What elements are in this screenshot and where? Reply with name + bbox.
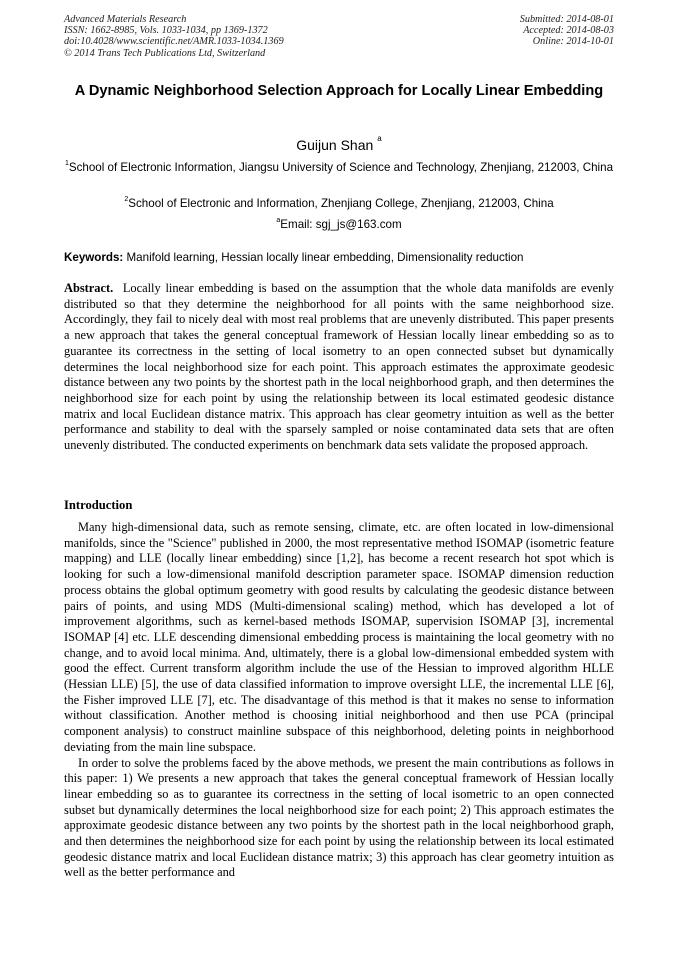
keywords-text: Manifold learning, Hessian locally linear embedding, Dimensionality reduction bbox=[126, 251, 524, 264]
affiliation-1-text: School of Electronic Information, Jiangsu University of Science and Technology, Zhenjiang, 212003, China bbox=[68, 161, 614, 174]
keywords bbox=[64, 250, 614, 266]
intro-paragraph-1: Many high-dimensional data, such as remote sensing, climate, etc. are often located in low-dimensional manifolds, since the "Science" published in 2000, the most representative method ISOMAP (isometric feature mapping) and LLE (locally linear embedding) since [1,2], has become a recent research hot spot which is looking for such a low-dimensional manifold description parameter space. ISOMAP dimension reduction process obtains the global optimum geometry with good results by calculating the geodesic distance between pairs of points, and using MDS (Multi-dimensional scaling) method, which has developed a lot of improvement algorithms, such as kernel-based methods ISOMAP, supervision ISOMAP [3], incremental ISOMAP [4] etc. LLE descending dimensional embedding process is maintaining the local geometry with no change, and to avoid local minima. And, ultimately, there is a global low-dimensional embedded system with good the effect. Current transform algorithm include the use of the Hessian to improved algorithm HLLE (Hessian LLE) [5], the use of data classified information to improve oversight LLE, the incremental LLE [6], the Fisher improved LLE [7], etc. The disadvantage of this method is that it makes no sense to information without classification. Another method is choosing initial neighborhood and then use PCA (principal component analysis) to construct mainline subspace of this neighborhood, deleting points in neighborhood deviating from the main line subspace. bbox=[64, 520, 614, 754]
author-name: Guijun Shan bbox=[296, 137, 374, 153]
submitted-date: Submitted: 2014-08-01 bbox=[519, 14, 614, 25]
affiliation-2 bbox=[64, 192, 614, 212]
introduction-body bbox=[64, 520, 614, 881]
affiliation-2-text: School of Electronic and Information, Zhenjiang College, Zhenjiang, 212003, China bbox=[128, 197, 554, 210]
journal-name: Advanced Materials Research bbox=[64, 14, 187, 25]
affiliation-2-marker: 2 bbox=[124, 196, 129, 203]
copyright-line: © 2014 Trans Tech Publications Ltd, Switzerland bbox=[64, 47, 266, 59]
journal-header-left bbox=[64, 14, 284, 59]
affiliation-1-marker: 1 bbox=[64, 160, 69, 167]
keywords-label: Keywords: bbox=[64, 251, 124, 264]
journal-header-right bbox=[520, 14, 614, 48]
intro-paragraph-2: In order to solve the problems faced by the above methods, we present the main contributions as follows in this paper: 1) We presents a new approach that takes the general conceptual framework of Hessian locally linear embedding so as to guarantee its correctness in the setting of local isometric to an open connected subset but dynamically determines the local neighborhood size for each point; 2) This approach estimates the approximate geodesic distance between any two points by the shortest path in the local neighborhood graph, and then determines the neighborhood size for each point by using the relationship between its local estimated geodesic distance matrix and local Euclidean distance matrix; 3) this approach has clear geometry intuition as well as the better performance and bbox=[64, 755, 614, 880]
email-marker: a bbox=[276, 217, 281, 224]
introduction-heading: Introduction bbox=[64, 498, 133, 512]
accepted-date: Accepted: 2014-08-03 bbox=[523, 25, 614, 37]
issn-line: ISSN: 1662-8985, Vols. 1033-1034, pp 1369-1372 bbox=[64, 25, 268, 37]
author-superscript: a bbox=[377, 134, 382, 143]
abstract-text: Locally linear embedding is based on the assumption that the whole data manifolds are evenly distributed so that they determine the neighborhood for all points with the same neighborhood size. Accordingly, they fail to nicely deal with most real problems that are unevenly distributed. This paper presents a new approach that takes the general conceptual framework of Hessian locally linear embedding so as to guarantee its correctness in the setting of local isometry to an open connected subset but dynamically determines the local neighborhood size for each point. This approach estimates the approximate geodesic distance between any two points by the shortest path in the local neighborhood graph, and then determines the neighborhood size for each point by using the relationship between its local estimated geodesic distance matrix and local Euclidean distance matrix. This approach has clear geometry intuition as well as the better performance and stability to deal with the sparsely sampled or noise contaminated data sets that are often unevenly distributed. The conducted experiments on benchmark data sets validate the proposed approach. bbox=[64, 281, 614, 453]
abstract bbox=[64, 281, 614, 454]
affiliation-1 bbox=[64, 156, 614, 176]
online-date: Online: 2014-10-01 bbox=[532, 36, 614, 48]
email-text: Email: sgj_js@163.com bbox=[280, 218, 402, 231]
author-line bbox=[64, 130, 614, 154]
abstract-label: Abstract. bbox=[64, 281, 114, 295]
paper-title: A Dynamic Neighborhood Selection Approach for Locally Linear Embedding bbox=[74, 83, 604, 99]
doi-line: doi:10.4028/www.scientific.net/AMR.1033-1034.1369 bbox=[64, 36, 284, 48]
author-email bbox=[64, 213, 614, 233]
